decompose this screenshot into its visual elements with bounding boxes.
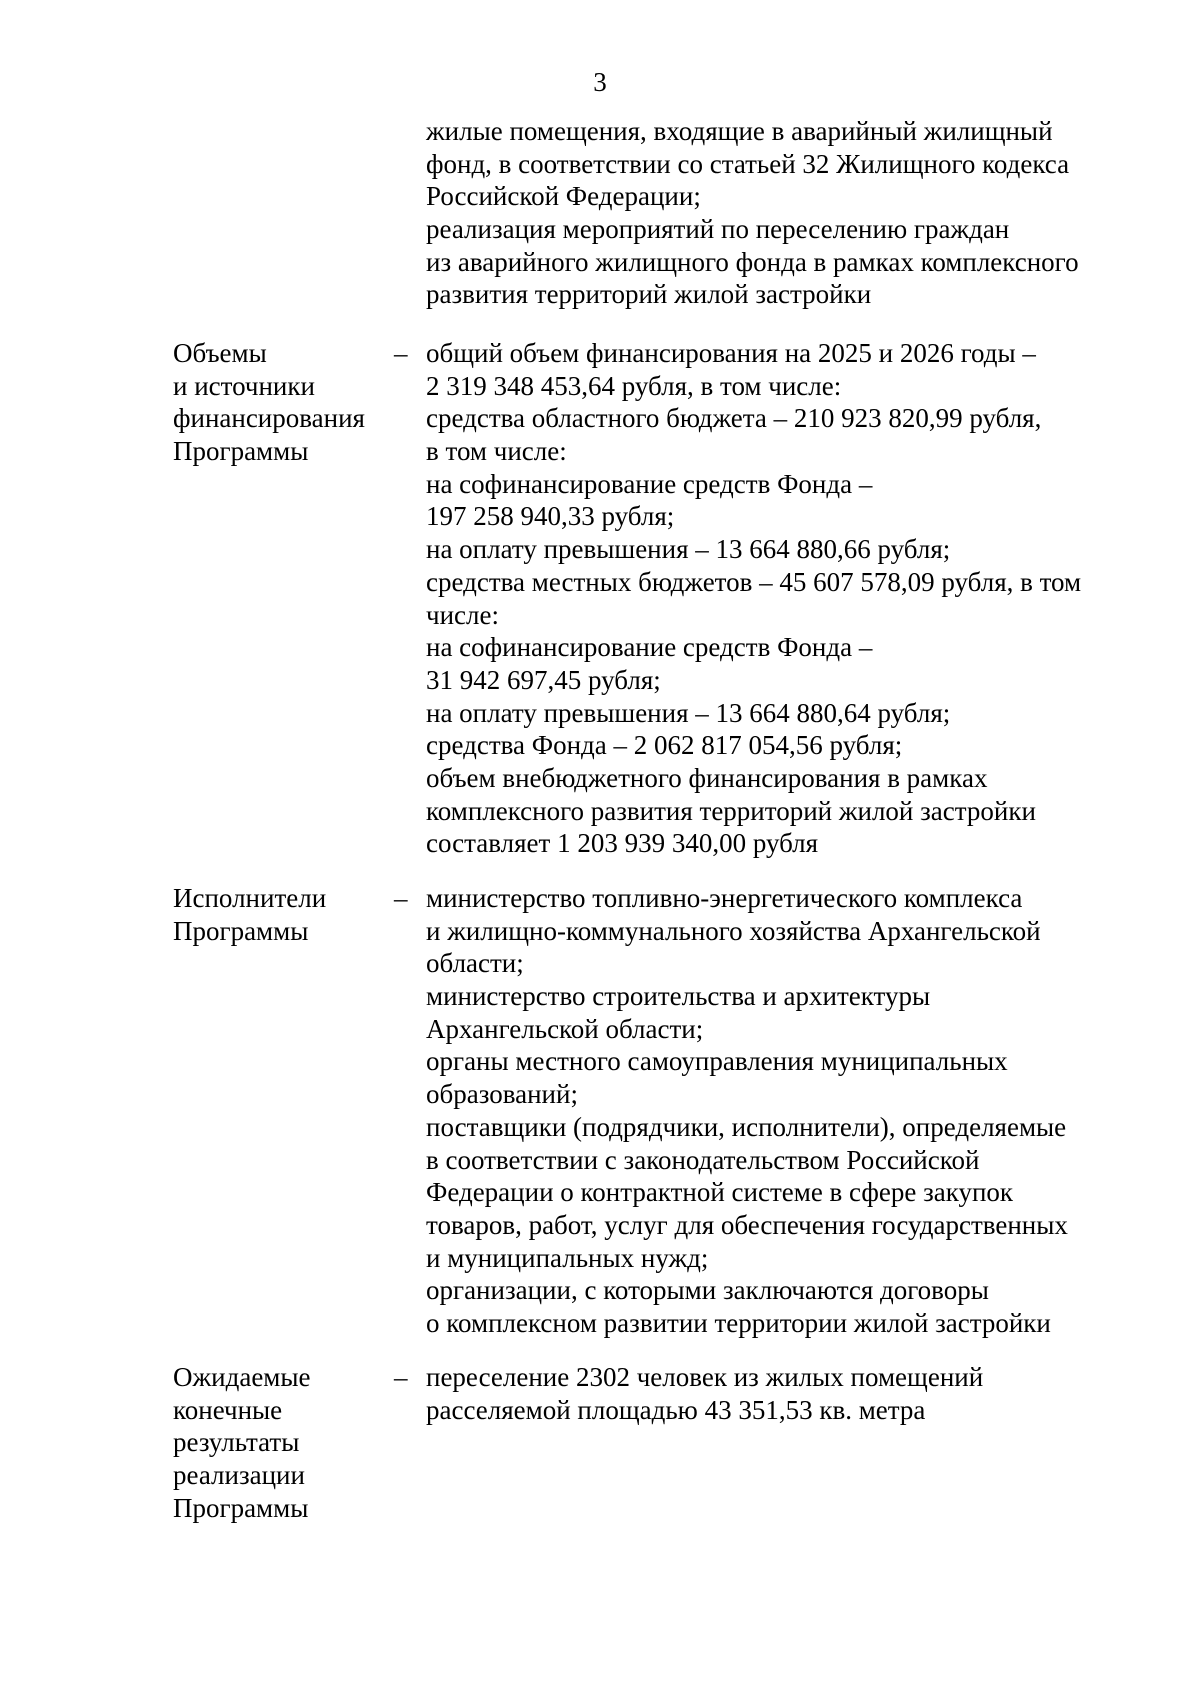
label-line: Исполнители	[173, 883, 327, 913]
text-line: расселяемой площадью 43 351,53 кв. метра	[426, 1394, 926, 1425]
text-line: фонд, в соответствии со статьей 32 Жилищного кодекса	[426, 148, 1070, 179]
text-line: 197 258 940,33 рубля;	[426, 501, 675, 532]
text-line: развития территорий жилой застройки	[426, 279, 872, 310]
executors-dash: –	[394, 883, 408, 913]
label-line: Объемы	[173, 338, 267, 368]
text-line: области;	[426, 948, 524, 979]
executors-text	[426, 882, 1186, 1340]
text-line: и муниципальных нужд;	[426, 1242, 709, 1273]
financing-dash: –	[394, 338, 408, 368]
text-line: Федерации о контрактной системе в сфере закупок	[426, 1177, 1014, 1208]
label-line: результаты	[173, 1427, 300, 1458]
text-line: 2 319 348 453,64 рубля, в том числе:	[426, 370, 842, 401]
label-line: реализации	[173, 1460, 305, 1491]
text-line: Российской Федерации;	[426, 181, 701, 212]
label-line: финансирования	[173, 403, 365, 434]
label-line: Программы	[173, 1492, 309, 1523]
text-line: образований;	[426, 1079, 578, 1110]
text-line: жилые помещения, входящие в аварийный жилищный	[426, 116, 1053, 146]
text-line: составляет 1 203 939 340,00 рубля	[426, 828, 819, 859]
text-line: числе:	[426, 599, 499, 630]
financing-text	[426, 337, 1186, 860]
text-line: переселение 2302 человек из жилых помещений	[426, 1362, 984, 1392]
results-dash: –	[394, 1362, 408, 1392]
text-line: в том числе:	[426, 436, 567, 467]
text-line: на оплату превышения – 13 664 880,66 рубля;	[426, 534, 951, 565]
text-line: на софинансирование средств Фонда –	[426, 632, 873, 663]
text-line: средства областного бюджета – 210 923 820,99 рубля,	[426, 403, 1042, 434]
results-text	[426, 1361, 1186, 1426]
text-line: из аварийного жилищного фонда в рамках комплексного	[426, 246, 1079, 277]
text-line: объем внебюджетного финансирования в рамках	[426, 762, 988, 793]
financing-label	[173, 337, 403, 468]
text-line: органы местного самоуправления муниципальных	[426, 1046, 1008, 1077]
label-line: Программы	[173, 915, 309, 946]
text-line: министерство строительства и архитектуры	[426, 981, 931, 1012]
text-line: средства местных бюджетов – 45 607 578,09 рубля, в том	[426, 566, 1082, 597]
text-line: и жилищно-коммунального хозяйства Архангельской	[426, 915, 1041, 946]
label-line: и источники	[173, 370, 315, 401]
page-number: 3	[593, 67, 607, 97]
results-label	[173, 1361, 403, 1524]
label-line: Программы	[173, 436, 309, 467]
text-line: комплексного развития территорий жилой застройки	[426, 795, 1036, 826]
text-line: 31 942 697,45 рубля;	[426, 664, 661, 695]
text-line: Архангельской области;	[426, 1013, 704, 1044]
executors-label	[173, 882, 403, 947]
text-line: средства Фонда – 2 062 817 054,56 рубля;	[426, 730, 903, 761]
text-line: общий объем финансирования на 2025 и 2026 годы –	[426, 338, 1036, 368]
text-line: товаров, работ, услуг для обеспечения государственных	[426, 1209, 1068, 1240]
intro-text	[426, 115, 1186, 311]
text-line: министерство топливно-энергетического комплекса	[426, 883, 1023, 913]
text-line: на оплату превышения – 13 664 880,64 рубля;	[426, 697, 951, 728]
text-line: в соответствии с законодательством Российской	[426, 1144, 980, 1175]
text-line: поставщики (подрядчики, исполнители), определяемые	[426, 1111, 1067, 1142]
text-line: реализация мероприятий по переселению граждан	[426, 214, 1010, 245]
text-line: организации, с которыми заключаются договоры	[426, 1275, 989, 1306]
label-line: Ожидаемые	[173, 1362, 311, 1392]
label-line: конечные	[173, 1394, 283, 1425]
text-line: о комплексном развитии территории жилой застройки	[426, 1307, 1051, 1338]
text-line: на софинансирование средств Фонда –	[426, 468, 873, 499]
